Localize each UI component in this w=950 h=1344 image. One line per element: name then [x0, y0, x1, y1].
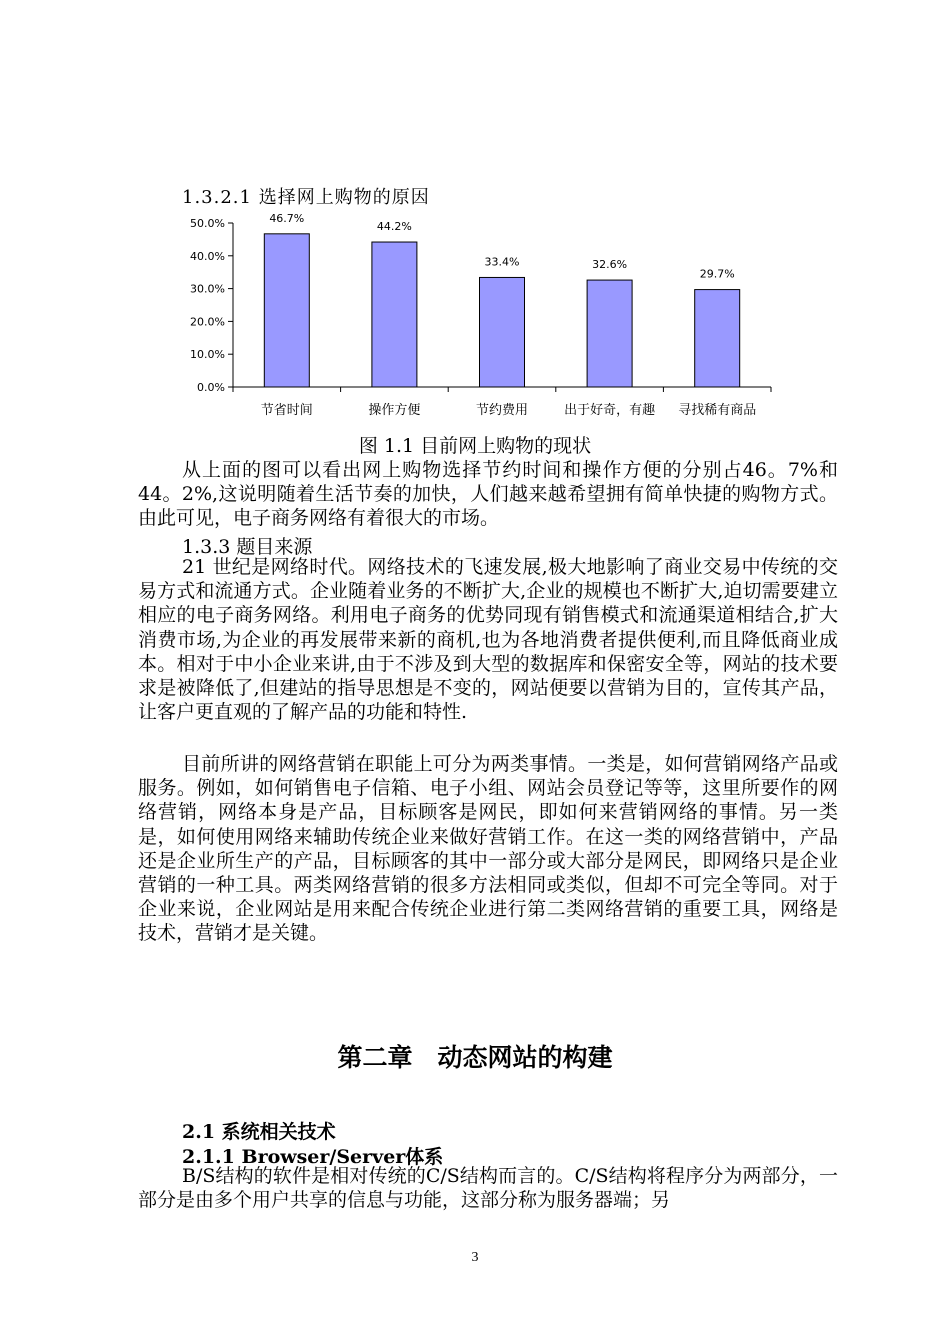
- chart-title: 1.3.2.1 选择网上购物的原因: [182, 187, 430, 208]
- x-category-label: 节省时间: [260, 403, 313, 418]
- x-category-label: 寻找稀有商品: [678, 403, 757, 418]
- x-category-label: 节约费用: [475, 403, 529, 418]
- paragraph-shopping-reasons: 从上面的图可以看出网上购物选择节约时间和操作方便的分别占46。7%和 44。2%,这说明随着生活节奏的加快，人们越来越希望拥有简单快捷的购物方式。由此可见，电子商务网络有着很大的市场。: [138, 459, 838, 530]
- x-category-label: 操作方便: [368, 403, 421, 418]
- y-tick-label: 50.0%: [190, 217, 225, 230]
- y-tick-label: 30.0%: [190, 282, 225, 296]
- paragraph-network-marketing: 目前所讲的网络营销在职能上可分为两类事情。一类是，如何营销网络产品或服务。例如，如何销售电子信箱、电子小组、网站会员登记等等，这里所要作的网络营销，网络本身是产品，目标顾客是网民，即如何来营销网络的事情。另一类是，如何使用网络来辅助传统企业来做好营销工作。在这一类的网络营销中，产品还是企业所生产的产品，目标顾客的其中一部分或大部分是网民，即网络只是企业营销的一种工具。两类网络营销的很多方法相同或类似，但却不可完全等同。对于企业来说，企业网站是用来配合传统企业进行第二类网络营销的重要工具，网络是技术，营销才是关键。: [138, 753, 838, 945]
- subheading-topic-source: 1.3.3 题目来源: [182, 536, 313, 558]
- bar: [264, 234, 309, 387]
- x-category-label: 出于好奇，有趣: [564, 403, 656, 418]
- y-tick-label: 40.0%: [190, 249, 225, 263]
- y-tick-label: 10.0%: [190, 348, 225, 362]
- bar-value-label: 29.7%: [699, 267, 735, 281]
- bar: [587, 280, 632, 387]
- bar-value-label: 44.2%: [376, 220, 412, 234]
- section-heading-2-1: 2.1 系统相关技术: [182, 1121, 336, 1143]
- bar-value-label: 33.4%: [484, 255, 520, 269]
- figure-caption: 图 1.1 目前网上购物的现状: [358, 435, 592, 457]
- bar-value-label: 32.6%: [592, 258, 628, 272]
- section-heading-2-1-1: 2.1.1 Browser/Server体系: [182, 1146, 444, 1168]
- bar: [695, 290, 740, 387]
- bar-chart: [175, 205, 775, 425]
- y-tick-label: 20.0%: [190, 315, 225, 329]
- chapter-title: 第二章 动态网站的构建: [337, 1043, 613, 1072]
- paragraph-topic-source: 21 世纪是网络时代。网络技术的飞速发展,极大地影响了商业交易中传统的交易方式和流通方式。企业随着业务的不断扩大,企业的规模也不断扩大,迫切需要建立相应的电子商务网络。利用电子商务的优势同现有销售模式和流通渠道相结合,扩大消费市场,为企业的再发展带来新的商机,也为各地消费者提供便利,而且降低商业成本。相对于中小企业来讲,由于不涉及到大型的数据库和保密安全等，网站的技术要求是被降低了,但建站的指导思想是不变的，网站便要以营销为目的，宣传其产品，让客户更直观的了解产品的功能和特性.: [138, 556, 838, 724]
- paragraph-bs-architecture: B/S结构的软件是相对传统的C/S结构而言的。C/S结构将程序分为两部分，一部分是由多个用户共享的信息与功能，这部分称为服务器端；另: [138, 1165, 838, 1212]
- bar-value-label: 46.7%: [269, 211, 305, 225]
- page-number: 3: [471, 1250, 479, 1265]
- y-tick-label: 0.0%: [197, 381, 225, 394]
- bar: [372, 242, 417, 387]
- bar: [480, 277, 525, 387]
